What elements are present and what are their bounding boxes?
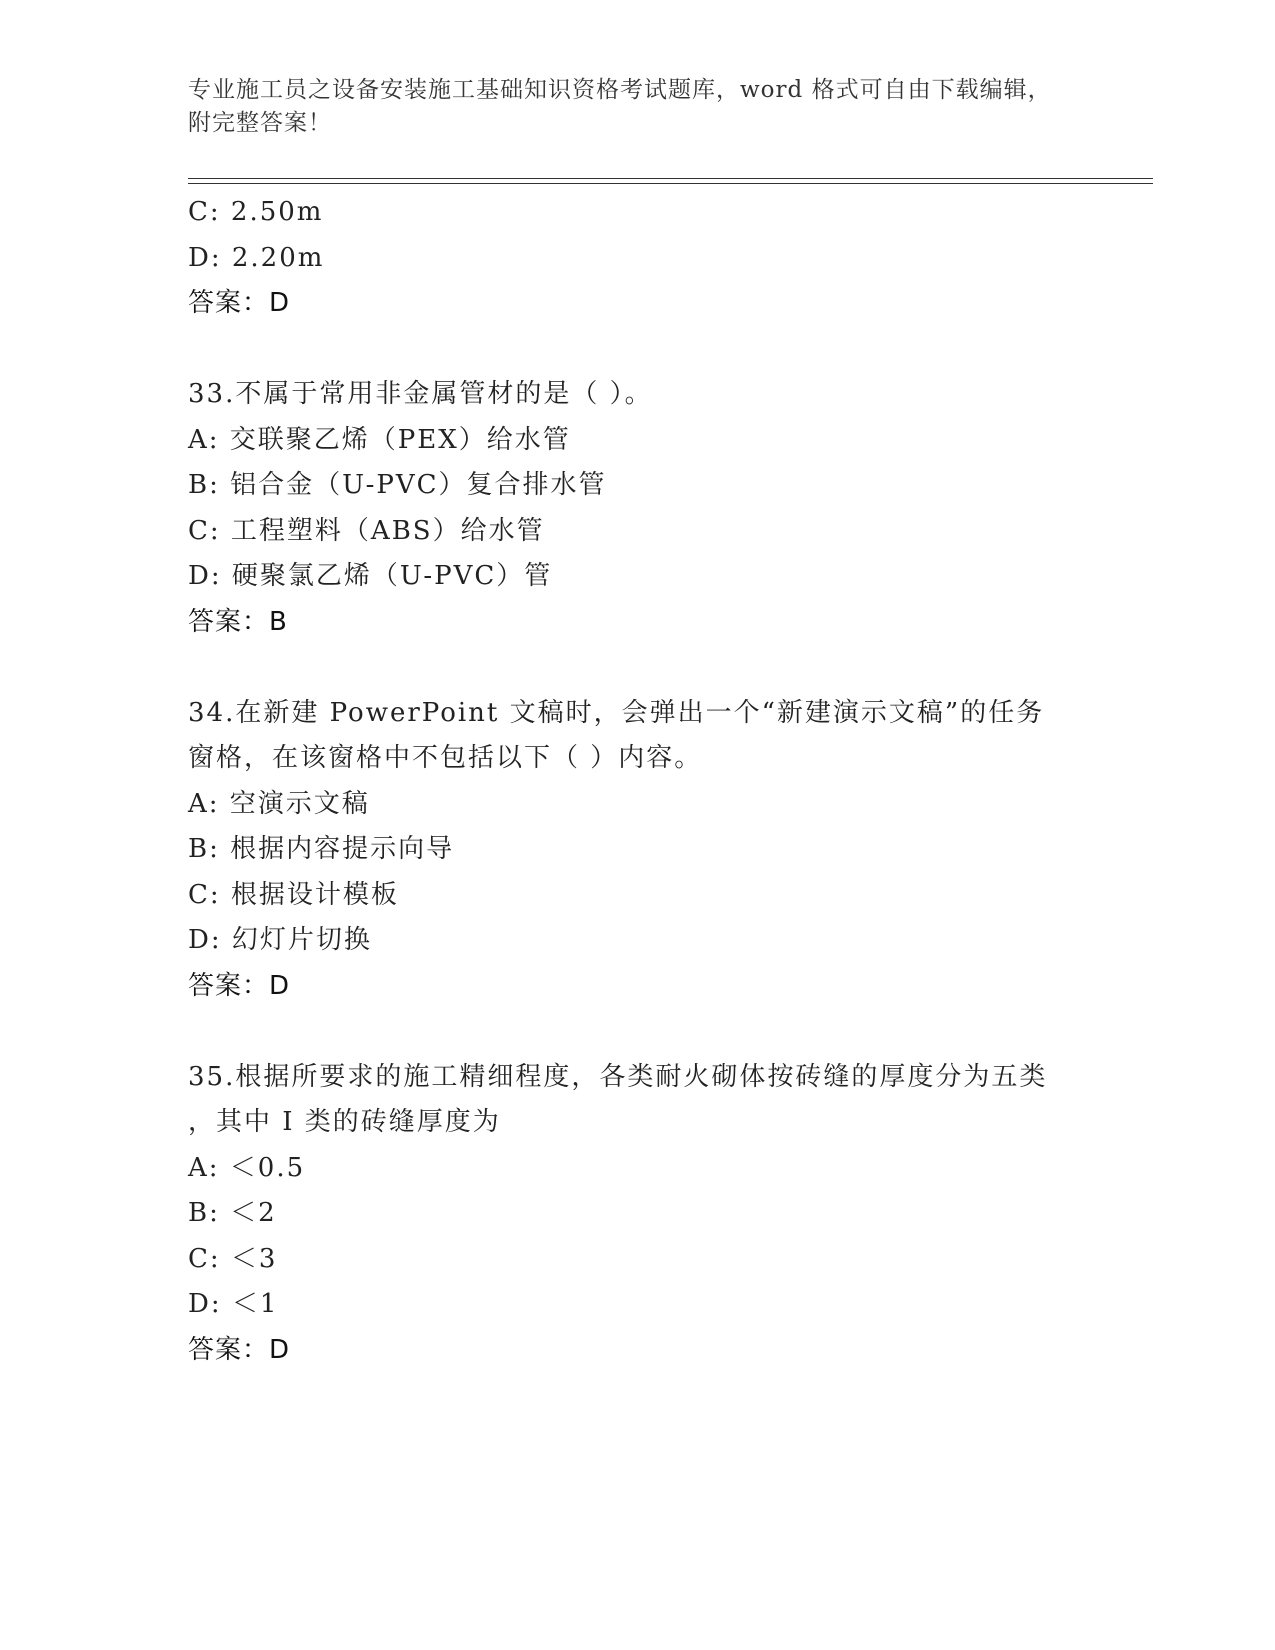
header-rule-bottom <box>188 183 1153 184</box>
option-b: B: 铝合金（U-PVC）复合排水管 <box>188 470 607 500</box>
option-a: A: 空演示文稿 <box>188 788 370 819</box>
option-c: C: 工程塑料（ABS）给水管 <box>188 515 545 546</box>
option-d: D: 2.20m <box>188 242 325 273</box>
header-rule-top <box>188 178 1153 179</box>
question-34 <box>188 691 1088 1010</box>
question-stem-line-2: ，其中 I 类的砖缝厚度为 <box>188 1107 501 1137</box>
question-stem-line-1: 34.在新建 PowerPoint 文稿时，会弹出一个“新建演示文稿”的任务 <box>188 697 1045 728</box>
answer-line: 答案：D <box>188 288 291 318</box>
option-d: D: ＜1 <box>188 1289 279 1319</box>
option-d: D: 硬聚氯乙烯（U-PVC）管 <box>188 561 553 591</box>
option-a: A: 交联聚乙烯（PEX）给水管 <box>188 424 571 455</box>
question-list <box>188 190 1088 1419</box>
option-c: C: ＜3 <box>188 1243 278 1274</box>
document-header <box>188 74 1068 140</box>
question-stem-line-2: 窗格，在该窗格中不包括以下（ ）内容。 <box>188 743 703 773</box>
question-stem: 33.不属于常用非金属管材的是（ ）。 <box>188 379 653 409</box>
question-35 <box>188 1055 1088 1374</box>
answer-line: 答案：D <box>188 970 291 1001</box>
header-line-2: 附完整答案！ <box>188 110 332 136</box>
option-c: C: 根据设计模板 <box>188 879 399 910</box>
option-a: A: ＜0.5 <box>188 1152 306 1183</box>
option-c: C: 2.50m <box>188 197 324 227</box>
question-continued <box>188 190 1088 327</box>
answer-line: 答案：D <box>188 1334 291 1365</box>
header-line-1: 专业施工员之设备安装施工基础知识资格考试题库，word 格式可自由下载编辑， <box>188 77 1052 103</box>
option-b: B: 根据内容提示向导 <box>188 834 455 864</box>
question-stem-line-1: 35.根据所要求的施工精细程度，各类耐火砌体按砖缝的厚度分为五类 <box>188 1061 1048 1092</box>
question-33 <box>188 372 1088 645</box>
answer-line: 答案：B <box>188 606 288 637</box>
option-d: D: 幻灯片切换 <box>188 925 372 955</box>
option-b: B: ＜2 <box>188 1198 277 1228</box>
